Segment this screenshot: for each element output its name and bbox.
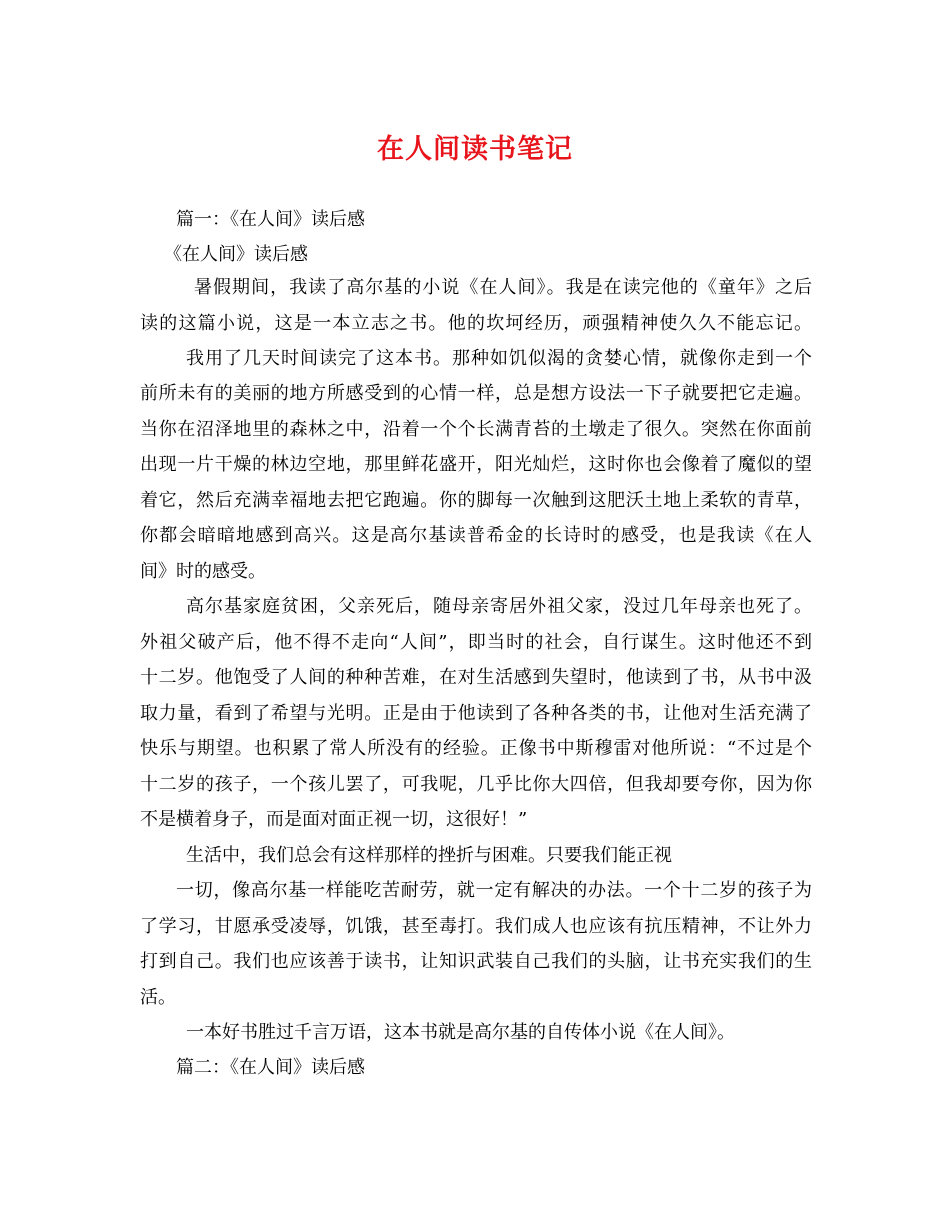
paragraph-line: 取力量，看到了希望与光明。正是由于他读到了各种各类的书，让他对生活充满了 bbox=[140, 703, 812, 724]
document-title: 在人间读书笔记 bbox=[377, 134, 573, 165]
paragraph-line: 我用了几天时间读完了这本书。那种如饥似渴的贪婪心情，就像你走到一个 bbox=[186, 348, 812, 369]
paragraph-line: 高尔基家庭贫困，父亲死后，随母亲寄居外祖父家，没过几年母亲也死了。 bbox=[186, 596, 812, 617]
paragraph-line: 出现一片干燥的林边空地，那里鲜花盛开，阳光灿烂，这时你也会像着了魔似的望 bbox=[140, 454, 812, 475]
paragraph-line: 当你在沼泽地里的森林之中，沿着一个个长满青苔的土墩走了很久。突然在你面前 bbox=[140, 419, 812, 440]
paragraph-line: 你都会暗暗地感到高兴。这是高尔基读普希金的长诗时的感受，也是我读《在人 bbox=[140, 525, 812, 546]
paragraph-line: 不是横着身子，而是面对面正视一切，这很好！” bbox=[140, 809, 528, 830]
paragraph-line: 了学习，甘愿承受凌辱，饥饿，甚至毒打。我们成人也应该有抗压精神，不让外力 bbox=[140, 916, 812, 937]
paragraph-line: 间》时的感受。 bbox=[140, 561, 266, 582]
paragraph-line: 着它，然后充满幸福地去把它跑遍。你的脚每一次触到这肥沃土地上柔软的青草， bbox=[140, 490, 812, 511]
subheading: 《在人间》读后感 bbox=[164, 244, 308, 265]
paragraph-line: 外祖父破产后，他不得不走向“人间”，即当时的社会，自行谋生。这时他还不到 bbox=[140, 632, 812, 653]
paragraph-line: 一切，像高尔基一样能吃苦耐劳，就一定有解决的办法。一个十二岁的孩子为 bbox=[176, 880, 812, 901]
paragraph-line: 活。 bbox=[140, 987, 176, 1008]
paragraph-line: 快乐与期望。也积累了常人所没有的经验。正像书中斯穆雷对他所说：“不过是个 bbox=[140, 738, 812, 759]
paragraph-line: 一本好书胜过千言万语，这本书就是高尔基的自传体小说《在人间》。 bbox=[186, 1022, 735, 1043]
paragraph-line: 打到自己。我们也应该善于读书，让知识武装自己我们的头脑，让书充实我们的生 bbox=[140, 951, 812, 972]
paragraph-line: 暑假期间，我读了高尔基的小说《在人间》。我是在读完他的《童年》之后 bbox=[194, 277, 812, 298]
section-heading-2: 篇二：《在人间》读后感 bbox=[176, 1057, 365, 1078]
paragraph-line: 生活中，我们总会有这样那样的挫折与困难。只要我们能正视 bbox=[186, 845, 672, 866]
section-heading-1: 篇一：《在人间》读后感 bbox=[176, 209, 365, 230]
paragraph-line: 十二岁的孩子，一个孩儿罢了，可我呢，几乎比你大四倍，但我却要夸你，因为你 bbox=[140, 774, 812, 795]
paragraph-line: 读的这篇小说，这是一本立志之书。他的坎坷经历，顽强精神使久久不能忘记。 bbox=[140, 313, 812, 334]
paragraph-line: 十二岁。他饱受了人间的种种苦难，在对生活感到失望时，他读到了书，从书中汲 bbox=[140, 667, 812, 688]
paragraph-line: 前所未有的美丽的地方所感受到的心情一样，总是想方设法一下子就要把它走遍。 bbox=[140, 383, 812, 404]
